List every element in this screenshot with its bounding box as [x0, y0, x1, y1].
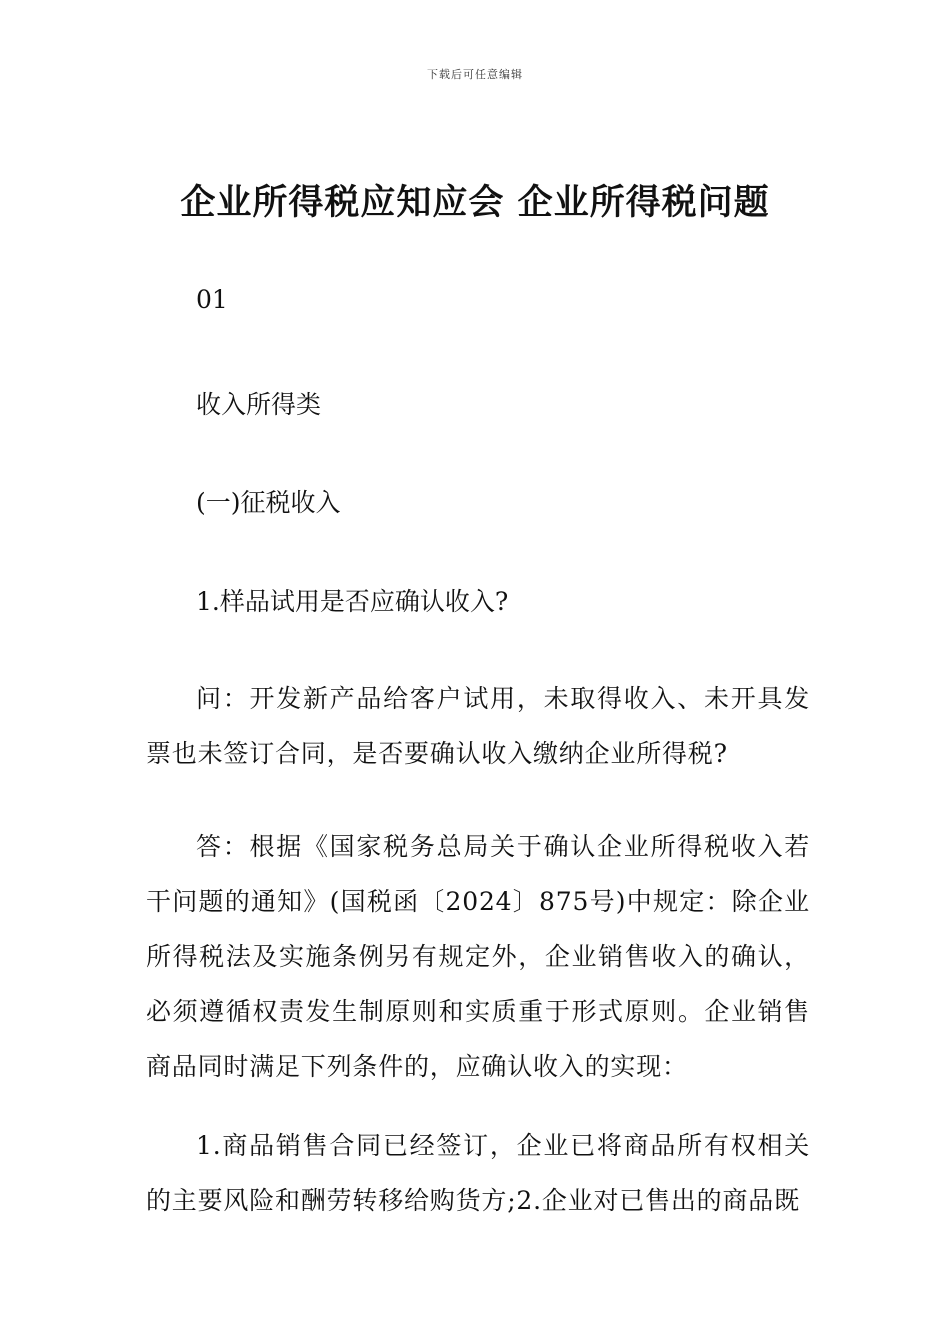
section-title: 收入所得类 [196, 390, 322, 419]
paragraph-answer: 答：根据《国家税务总局关于确认企业所得税收入若干问题的通知》(国税函〔2024〕875号)中规定：除企业所得税法及实施条例另有规定外，企业销售收入的确认，必须遵循权责发生制原则和实质重于形式原则。企业销售商品同时满足下列条件的，应确认收入的实现： [146, 832, 810, 1081]
paragraph-question: 问：开发新产品给客户试用，未取得收入、未开具发票也未签订合同，是否要确认收入缴纳企业所得税? [146, 684, 810, 768]
section-number: 01 [196, 285, 228, 314]
subsection-heading: (一)征税收入 [196, 488, 341, 517]
header-note: 下载后可任意编辑 [427, 68, 523, 81]
paragraph-conditions: 1.商品销售合同已经签订，企业已将商品所有权相关的主要风险和酬劳转移给购货方;2.企业对已售出的商品既 [146, 1131, 810, 1215]
document-title: 企业所得税应知应会 企业所得税问题 [180, 183, 770, 223]
question-heading: 1.样品试用是否应确认收入? [196, 587, 509, 616]
